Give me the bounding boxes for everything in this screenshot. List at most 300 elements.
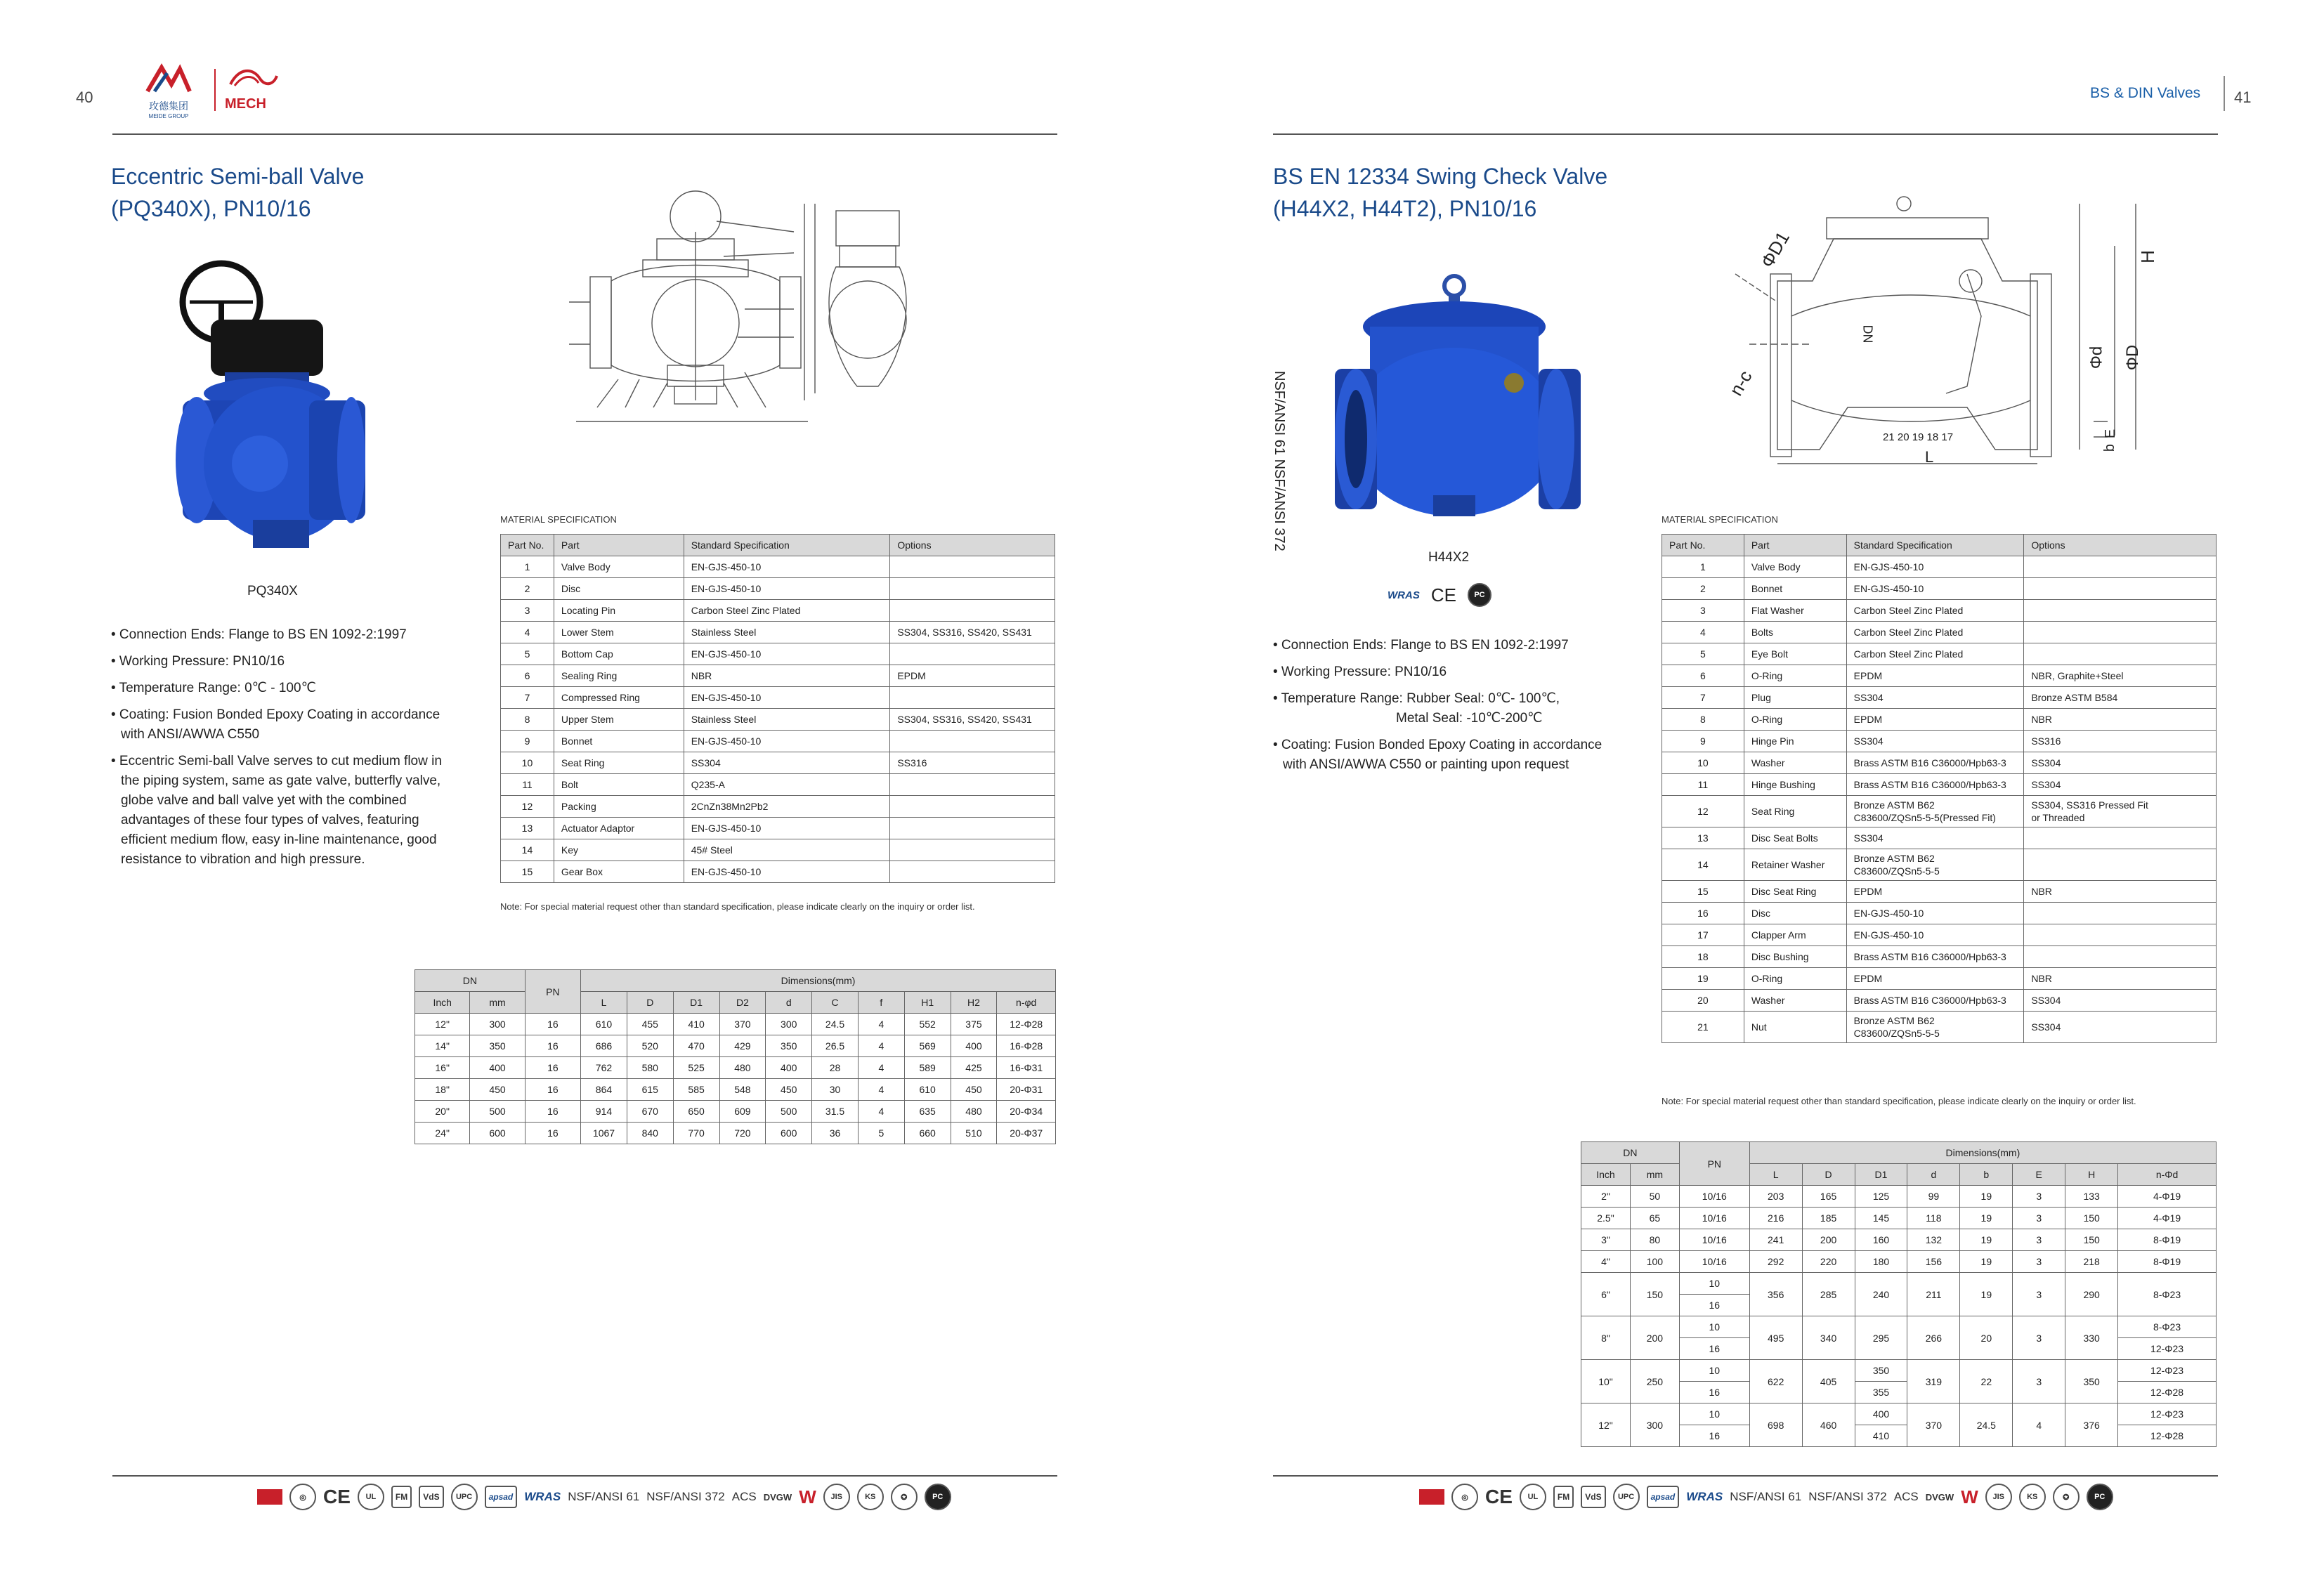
table-cell: 370 [719, 1014, 766, 1035]
feature-item: • Working Pressure: PN10/16 [111, 654, 285, 669]
table-cell: 350 [766, 1035, 812, 1057]
table-cell: 19 [1662, 968, 1744, 990]
table-cell: EN-GJS-450-10 [1846, 903, 2024, 924]
cert-circle-icon: ◎ [289, 1484, 316, 1510]
table-row [501, 709, 1055, 731]
page-title-right: BS EN 12334 Swing Check Valve (H44X2, H44T2), PN10/16 [1273, 164, 1608, 221]
table-cell: EPDM [1846, 665, 2024, 687]
table-cell: 16 [1679, 1295, 1749, 1316]
table-cell [890, 861, 1055, 883]
table-cell: 400 [470, 1057, 525, 1079]
table-cell: Brass ASTM B16 C36000/Hpb63-3 [1846, 990, 2024, 1012]
table-row [415, 1014, 1056, 1035]
table-row [1662, 578, 2217, 600]
dimension-column-header: E [2013, 1164, 2065, 1186]
material-column-header: Part [1744, 535, 1846, 556]
dimension-column-header: L [581, 992, 627, 1014]
feature-item: Metal Seal: -10℃-200℃ [1396, 711, 1543, 726]
table-cell: 20-Φ34 [997, 1101, 1056, 1123]
top-rule-left [112, 133, 1057, 135]
table-cell: 319 [1907, 1360, 1960, 1403]
table-cell: 770 [673, 1123, 719, 1144]
table-cell: 160 [1855, 1229, 1907, 1251]
table-cell: 9 [501, 731, 554, 752]
logo-divider [214, 69, 216, 111]
table-row [1662, 687, 2217, 709]
table-row [1662, 774, 2217, 796]
table-cell: 10 [1679, 1316, 1749, 1338]
table-cell: 6 [501, 665, 554, 687]
table-cell: 400 [951, 1035, 997, 1057]
table-cell: 19 [1960, 1273, 2013, 1316]
cert-seal-icon: ✪ [891, 1484, 918, 1510]
table-cell: Stainless Steel [684, 709, 890, 731]
dimension-column-header: mm [1630, 1164, 1679, 1186]
certification-strip-right [1419, 1484, 2113, 1510]
table-cell: 450 [766, 1079, 812, 1101]
drawing-label-L: L [1925, 448, 1934, 466]
jis-icon: JIS [823, 1484, 850, 1510]
table-cell [890, 556, 1055, 578]
table-cell: Bronze ASTM B62 C83600/ZQSn5-5-5 [1846, 849, 2024, 881]
table-cell [890, 796, 1055, 818]
table-cell: Valve Body [554, 556, 684, 578]
table-cell: EN-GJS-450-10 [684, 687, 890, 709]
table-cell: 250 [1630, 1360, 1679, 1403]
table-cell: SS304, SS316 Pressed Fit or Threaded [2024, 796, 2217, 827]
table-cell: 400 [1855, 1403, 1907, 1425]
table-cell: 650 [673, 1101, 719, 1123]
meide-logo: 玫德集团 MEIDE GROUP [141, 63, 197, 112]
table-cell: 10/16 [1679, 1229, 1749, 1251]
table-cell: 125 [1855, 1186, 1907, 1208]
table-row [1662, 622, 2217, 643]
table-cell: 15 [501, 861, 554, 883]
pq340x-technical-drawing [562, 190, 955, 464]
table-cell: 4-Φ19 [2118, 1186, 2217, 1208]
table-cell: 15 [1662, 881, 1744, 903]
cert-seal-icon: ✪ [2053, 1484, 2080, 1510]
table-cell [2024, 622, 2217, 643]
table-cell: 580 [627, 1057, 673, 1079]
table-cell: SS316 [2024, 731, 2217, 752]
table-cell: 660 [904, 1123, 951, 1144]
table-cell: 1 [501, 556, 554, 578]
table-cell: 10" [1581, 1360, 1631, 1403]
table-cell: 600 [766, 1123, 812, 1144]
table-cell: 100 [1630, 1251, 1679, 1273]
dn-header: DN [415, 970, 525, 992]
table-cell: NBR [2024, 709, 2217, 731]
feature-item: • Coating: Fusion Bonded Epoxy Coating in accordance with ANSI/AWWA C550 or painting upon request [1273, 738, 1602, 772]
table-cell: 840 [627, 1123, 673, 1144]
table-cell: Brass ASTM B16 C36000/Hpb63-3 [1846, 752, 2024, 774]
dimension-column-header: d [1907, 1164, 1960, 1186]
table-cell: Bonnet [554, 731, 684, 752]
vds-icon: VdS [419, 1486, 443, 1508]
ks-icon: KS [857, 1484, 884, 1510]
table-cell [890, 578, 1055, 600]
table-cell: 10/16 [1679, 1208, 1749, 1229]
pn-header: PN [525, 970, 580, 1014]
table-cell: SS304, SS316, SS420, SS431 [890, 622, 1055, 643]
material-note-left: Note: For special material request other than standard specification, please indicate clearly on the inquiry or order list. [500, 901, 975, 912]
table-cell: 10/16 [1679, 1251, 1749, 1273]
wras-mini-logo: WRAS [1388, 589, 1420, 601]
table-row [1662, 827, 2217, 849]
table-cell: 19 [1960, 1208, 2013, 1229]
table-cell: 3" [1581, 1229, 1631, 1251]
table-cell: 4 [1662, 622, 1744, 643]
bottom-rule-right [1273, 1475, 2218, 1477]
table-cell: 20" [415, 1101, 470, 1123]
table-row [1662, 556, 2217, 578]
table-cell: 356 [1749, 1273, 1802, 1316]
table-row [1581, 1273, 2217, 1295]
table-cell: 19 [1960, 1229, 2013, 1251]
table-row [501, 774, 1055, 796]
table-cell: 8 [501, 709, 554, 731]
table-row [1662, 1012, 2217, 1043]
table-cell: 16 [525, 1101, 580, 1123]
table-cell: 10 [1679, 1360, 1749, 1382]
table-row [1662, 903, 2217, 924]
table-cell: Retainer Washer [1744, 849, 1846, 881]
table-cell: Brass ASTM B16 C36000/Hpb63-3 [1846, 946, 2024, 968]
table-cell: 585 [673, 1079, 719, 1101]
drawing-label-H: H [2136, 250, 2158, 263]
table-cell: 569 [904, 1035, 951, 1057]
table-cell: 4" [1581, 1251, 1631, 1273]
table-cell: 460 [1802, 1403, 1855, 1447]
table-cell: 16 [525, 1123, 580, 1144]
table-cell: 150 [2065, 1208, 2118, 1229]
table-cell: Sealing Ring [554, 665, 684, 687]
table-cell: 240 [1855, 1273, 1907, 1316]
table-cell: 295 [1855, 1316, 1907, 1360]
material-table-right [1662, 534, 2217, 1043]
table-cell: 12-Φ28 [997, 1014, 1056, 1035]
certification-strip-left [257, 1484, 951, 1510]
pc-mark-icon: PC [2087, 1484, 2113, 1510]
table-cell: 10 [1679, 1403, 1749, 1425]
table-cell: 19 [1960, 1186, 2013, 1208]
table-cell: 6 [1662, 665, 1744, 687]
table-cell: 6" [1581, 1273, 1631, 1316]
table-cell: EN-GJS-450-10 [684, 818, 890, 839]
table-cell: 3 [2013, 1316, 2065, 1360]
table-cell: SS316 [890, 752, 1055, 774]
drawing-label-phid1: ΦD1 [1756, 228, 1794, 272]
table-cell: 10 [1662, 752, 1744, 774]
table-cell: 9 [1662, 731, 1744, 752]
table-cell: 26.5 [812, 1035, 859, 1057]
table-row [1662, 643, 2217, 665]
table-cell: NBR [2024, 968, 2217, 990]
table-cell: 4 [858, 1079, 904, 1101]
table-cell: 16 [525, 1079, 580, 1101]
table-cell: 500 [470, 1101, 525, 1123]
table-cell: SS304 [2024, 752, 2217, 774]
table-cell: 200 [1802, 1229, 1855, 1251]
dimension-column-header: D2 [719, 992, 766, 1014]
feature-item: • Temperature Range: Rubber Seal: 0℃- 100℃, [1273, 691, 1560, 706]
table-cell: 4-Φ19 [2118, 1208, 2217, 1229]
table-cell: 50 [1630, 1186, 1679, 1208]
material-column-header: Part [554, 535, 684, 556]
table-cell: 99 [1907, 1186, 1960, 1208]
page-number-left: 40 [76, 89, 93, 106]
table-cell: 330 [2065, 1316, 2118, 1360]
table-row [1662, 600, 2217, 622]
table-cell: Bolts [1744, 622, 1846, 643]
table-cell: Seat Ring [1744, 796, 1846, 827]
table-row [1662, 946, 2217, 968]
table-cell: 495 [1749, 1316, 1802, 1360]
table-cell: 65 [1630, 1208, 1679, 1229]
photo-caption-left: PQ340X [247, 584, 298, 598]
table-cell: 203 [1749, 1186, 1802, 1208]
table-cell [2024, 924, 2217, 946]
dimension-column-header: D1 [673, 992, 719, 1014]
table-cell: Lower Stem [554, 622, 684, 643]
pq340x-product-photo [141, 253, 365, 562]
table-cell: 16 [525, 1014, 580, 1035]
table-row [1662, 709, 2217, 731]
cert-round-icon: UPC [1613, 1484, 1640, 1510]
table-row [501, 687, 1055, 709]
table-cell: 2 [1662, 578, 1744, 600]
table-cell: 615 [627, 1079, 673, 1101]
table-cell: EN-GJS-450-10 [684, 731, 890, 752]
table-cell: 292 [1749, 1251, 1802, 1273]
table-cell: 10 [1679, 1273, 1749, 1295]
table-row [1581, 1360, 2217, 1382]
table-cell: 3 [2013, 1251, 2065, 1273]
table-row [1662, 924, 2217, 946]
table-row [501, 861, 1055, 883]
table-cell: Carbon Steel Zinc Plated [684, 600, 890, 622]
table-cell: 80 [1630, 1229, 1679, 1251]
dimension-column-header: Inch [1581, 1164, 1631, 1186]
nsf372-text: NSF/ANSI 372 [1808, 1490, 1887, 1503]
table-cell: 470 [673, 1035, 719, 1057]
table-cell: 300 [470, 1014, 525, 1035]
table-row [415, 1123, 1056, 1144]
table-cell: 4 [501, 622, 554, 643]
table-row [1662, 752, 2217, 774]
table-cell: 510 [951, 1123, 997, 1144]
table-cell: 10/16 [1679, 1186, 1749, 1208]
table-cell: 241 [1749, 1229, 1802, 1251]
table-cell: 20-Φ31 [997, 1079, 1056, 1101]
table-row [1581, 1251, 2217, 1273]
feature-item: • Connection Ends: Flange to BS EN 1092-2:1997 [1273, 638, 1569, 653]
table-cell: 185 [1802, 1208, 1855, 1229]
table-cell: NBR [684, 665, 890, 687]
table-cell: 400 [766, 1057, 812, 1079]
dimension-column-header: Inch [415, 992, 470, 1014]
table-cell: 622 [1749, 1360, 1802, 1403]
table-cell: 355 [1855, 1382, 1907, 1403]
table-cell: 220 [1802, 1251, 1855, 1273]
table-cell: Upper Stem [554, 709, 684, 731]
table-cell: 8-Φ23 [2118, 1273, 2217, 1316]
table-cell: 525 [673, 1057, 719, 1079]
product-mini-logos [1388, 583, 1491, 607]
ul-listed-icon: UL [1520, 1484, 1546, 1510]
table-cell: 686 [581, 1035, 627, 1057]
table-cell: 16" [415, 1057, 470, 1079]
section-label: BS & DIN Valves [2090, 85, 2201, 101]
table-cell: 19 [1960, 1251, 2013, 1273]
table-cell: 24.5 [1960, 1403, 2013, 1447]
dvgw-logo: DVGW [763, 1491, 792, 1503]
table-cell: Locating Pin [554, 600, 684, 622]
table-cell: Disc Seat Bolts [1744, 827, 1846, 849]
material-column-header: Part No. [1662, 535, 1744, 556]
table-cell: 4 [858, 1101, 904, 1123]
section-divider [2224, 76, 2225, 111]
table-cell: EPDM [890, 665, 1055, 687]
table-row [501, 622, 1055, 643]
table-row [501, 731, 1055, 752]
dimension-column-header: b [1960, 1164, 2013, 1186]
table-cell: SS304 [2024, 774, 2217, 796]
table-cell [2024, 903, 2217, 924]
page-number-right: 41 [2234, 89, 2252, 106]
table-row [1662, 968, 2217, 990]
table-cell: EN-GJS-450-10 [684, 643, 890, 665]
table-row [1662, 881, 2217, 903]
dimension-column-header: d [766, 992, 812, 1014]
table-cell: 698 [1749, 1403, 1802, 1447]
table-cell [2024, 643, 2217, 665]
w-mark-logo: W [799, 1486, 816, 1507]
table-cell: 670 [627, 1101, 673, 1123]
table-cell [890, 818, 1055, 839]
acs-text: ACS [731, 1490, 757, 1503]
dimensions-table-left [414, 969, 1056, 1144]
table-cell: Actuator Adaptor [554, 818, 684, 839]
fm-approved-icon: FM [1553, 1486, 1574, 1508]
table-cell [890, 600, 1055, 622]
table-cell: 12" [1581, 1403, 1631, 1447]
table-cell: 5 [1662, 643, 1744, 665]
table-cell: Bronze ASTM B62 C83600/ZQSn5-5-5 [1846, 1012, 2024, 1043]
table-cell: 11 [501, 774, 554, 796]
table-row [501, 818, 1055, 839]
drawing-label-phiD: ΦD [2123, 344, 2143, 371]
table-cell: 200 [1630, 1316, 1679, 1360]
table-cell: 450 [951, 1079, 997, 1101]
drawing-label-nc: n-c [1725, 367, 1756, 400]
table-cell: 3 [501, 600, 554, 622]
table-cell: 5 [858, 1123, 904, 1144]
cert-flag-icon [257, 1489, 282, 1505]
table-row [501, 796, 1055, 818]
table-row [1662, 990, 2217, 1012]
pn-header: PN [1679, 1142, 1749, 1186]
h44x2-product-photo [1321, 270, 1588, 530]
table-cell: 16 [1662, 903, 1744, 924]
table-cell: Nut [1744, 1012, 1846, 1043]
table-row [501, 578, 1055, 600]
table-cell: SS304 [1846, 827, 2024, 849]
table-cell: 2" [1581, 1186, 1631, 1208]
nsf61-text: NSF/ANSI 61 [1730, 1490, 1802, 1503]
table-cell: Stainless Steel [684, 622, 890, 643]
cert-round-icon: UPC [451, 1484, 478, 1510]
table-cell: 1067 [581, 1123, 627, 1144]
drawing-label-E: E [2103, 428, 2119, 439]
wras-logo: WRAS [1686, 1490, 1723, 1503]
nsf372-text: NSF/ANSI 372 [646, 1490, 725, 1503]
table-cell: 480 [719, 1057, 766, 1079]
wras-logo: WRAS [524, 1490, 561, 1503]
table-cell: 7 [1662, 687, 1744, 709]
table-cell: 266 [1907, 1316, 1960, 1360]
table-cell: 589 [904, 1057, 951, 1079]
table-cell: 12 [501, 796, 554, 818]
table-cell: Hinge Bushing [1744, 774, 1846, 796]
table-row [501, 752, 1055, 774]
table-cell: 610 [581, 1014, 627, 1035]
table-cell: 3 [2013, 1360, 2065, 1403]
cert-flag-icon [1419, 1489, 1444, 1505]
table-cell: 12-Φ23 [2118, 1360, 2217, 1382]
table-cell: 3 [2013, 1273, 2065, 1316]
table-cell: Flat Washer [1744, 600, 1846, 622]
drawing-callouts-bottom: 21 20 19 18 17 [1883, 431, 1954, 443]
table-cell: SS304, SS316, SS420, SS431 [890, 709, 1055, 731]
table-cell: 520 [627, 1035, 673, 1057]
table-cell: 4 [858, 1014, 904, 1035]
table-cell: 7 [501, 687, 554, 709]
table-row [1662, 731, 2217, 752]
table-cell: Valve Body [1744, 556, 1846, 578]
table-cell: 156 [1907, 1251, 1960, 1273]
table-cell: 455 [627, 1014, 673, 1035]
table-cell: 3 [2013, 1186, 2065, 1208]
table-cell: EN-GJS-450-10 [1846, 578, 2024, 600]
dimension-column-header: mm [470, 992, 525, 1014]
table-cell: 22 [1960, 1360, 2013, 1403]
table-cell: Key [554, 839, 684, 861]
table-row [1662, 665, 2217, 687]
table-cell: 16 [1679, 1382, 1749, 1403]
dimension-column-header: C [812, 992, 859, 1014]
table-cell: EN-GJS-450-10 [684, 556, 890, 578]
ul-listed-icon: UL [358, 1484, 384, 1510]
table-cell: NBR [2024, 881, 2217, 903]
table-cell: 14" [415, 1035, 470, 1057]
table-row [1581, 1316, 2217, 1338]
table-row [415, 1079, 1056, 1101]
table-cell: NBR, Graphite+Steel [2024, 665, 2217, 687]
material-title-left: MATERIAL SPECIFICATION [500, 514, 617, 525]
table-cell: 16 [1679, 1425, 1749, 1447]
table-cell: 20-Φ37 [997, 1123, 1056, 1144]
material-column-header: Part No. [501, 535, 554, 556]
table-cell: 13 [1662, 827, 1744, 849]
table-cell: 12-Φ23 [2118, 1403, 2217, 1425]
cert-circle-icon: ◎ [1451, 1484, 1478, 1510]
feature-item: • Connection Ends: Flange to BS EN 1092-2:1997 [111, 627, 407, 642]
dimension-column-header: n-Φd [2118, 1164, 2217, 1186]
table-cell: 16-Φ31 [997, 1057, 1056, 1079]
material-column-header: Options [890, 535, 1055, 556]
